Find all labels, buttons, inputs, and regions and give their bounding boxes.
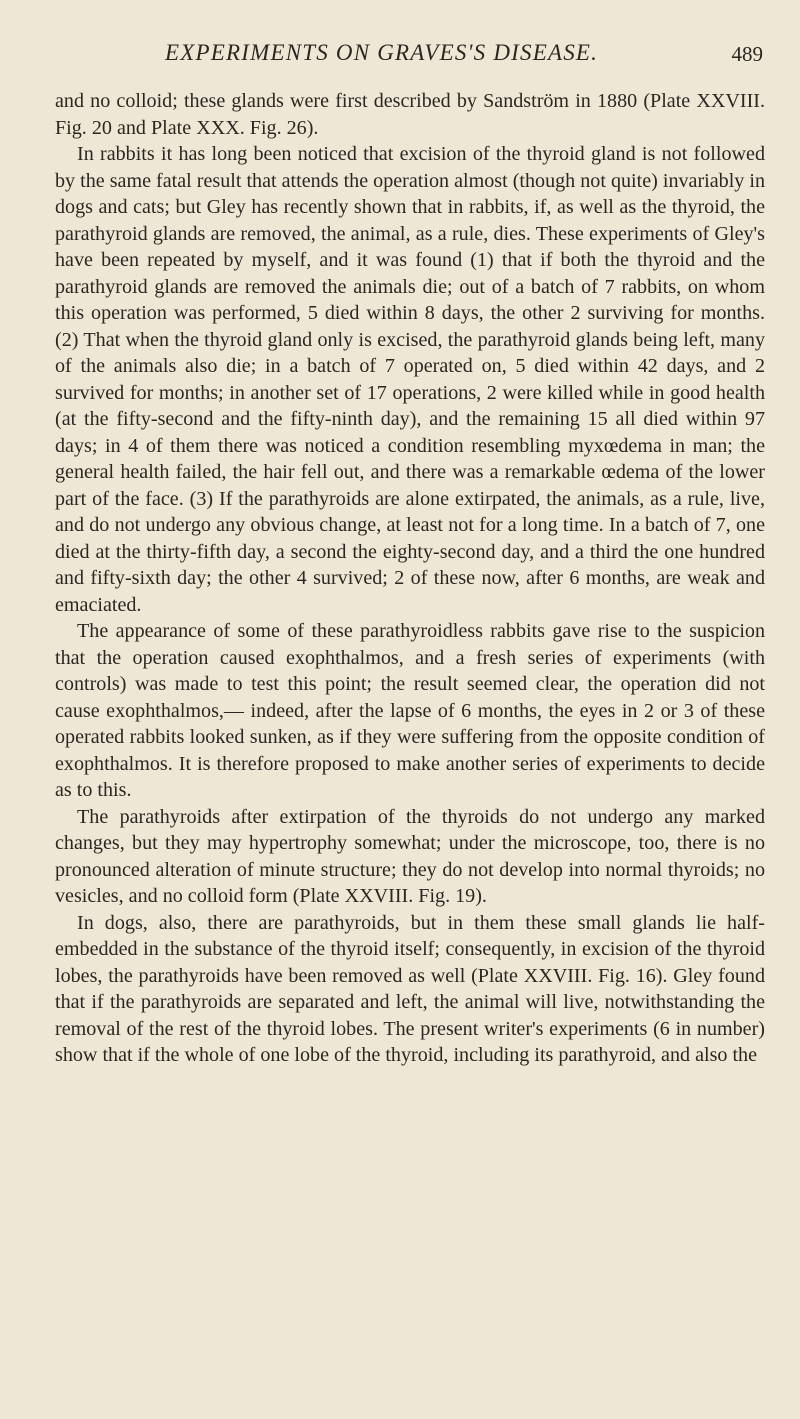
paragraph-continuation: and no colloid; these glands were first described by Sandström in 1880 (Plate XXVIII. Fig. 20 and Plate XXX. Fig. 26). — [55, 90, 765, 139]
paragraph-rabbit-experiments: In rabbits it has long been noticed that excision of the thyroid gland is not followed by the same fatal result that attends the operation almost (though not quite) invariably in dogs and cats; but Gley has recently shown that in rabbits, if, as well as the thyroid, the parathyroid glands are removed, the animal, as a rule, dies. These experiments of Gley's have been repeated by myself, and it was found (1) that if both the thyroid and the parathyroid glands are removed the animals die; out of a batch of 7 rabbits, on whom this operation was performed, 5 died within 8 days, the other 2 surviving for months. (2) That when the thyroid gland only is excised, the parathyroid glands being left, many of the animals also die; in a batch of 7 operated on, 5 died within 42 days, and 2 survived for months; in another set of 17 operations, 2 were killed while in good health (at the fifty-second and the fifty-ninth day), and the remaining 15 all died within 97 days; in 4 of them there was noticed a condition resembling myxœdema in man; the general health failed, the hair fell out, and there was a remarkable œdema of the lower part of the face. (3) If the parathyroids are alone extirpated, the animals, as a rule, live, and do not undergo any obvious change, at least not for a long time. In a batch of 7, one died at the thirty-fifth day, a second the eighty-second day, and a third the one hundred and fifty-sixth day; the other 4 survived; 2 of these now, after 6 months, are weak and emaciated. — [55, 143, 765, 616]
paragraph-exophthalmos: The appearance of some of these parathyroidless rabbits gave rise to the suspicion that the operation caused exophthalmos, and a fresh series of experiments (with controls) was made to test this point; the result seemed clear, the operation did not cause exophthalmos,— indeed, after the lapse of 6 months, the eyes in 2 or 3 of these operated rabbits looked sunken, as if they were suffering from the opposite condition of exophthalmos. It is therefore proposed to make another series of experiments to decide as to this. — [55, 620, 765, 801]
paragraph-parathyroid-changes: The parathyroids after extirpation of the thyroids do not undergo any marked changes, but they may hypertrophy somewhat; under the microscope, too, there is no pronounced alteration of minute structure; they do not develop into normal thyroids; no vesicles, and no colloid form (Plate XXVIII. Fig. 19). — [55, 805, 765, 907]
page-number: 489 — [731, 42, 763, 66]
running-title: EXPERIMENTS ON GRAVES'S DISEASE. — [165, 40, 599, 65]
body-text — [55, 88, 765, 1069]
running-header — [0, 40, 800, 80]
paragraph-dogs: In dogs, also, there are parathyroids, but in them these small glands lie half-embedded in the substance of the thyroid itself; consequently, in excision of the thyroid lobes, the parathyroids have been removed as well (Plate XXVIII. Fig. 16). Gley found that if the parathyroids are separated and left, the animal will live, notwithstanding the removal of the rest of the thyroid lobes. The present writer's experiments (6 in number) show that if the whole of one lobe of the thyroid, including its parathyroid, and also the — [55, 911, 765, 1066]
